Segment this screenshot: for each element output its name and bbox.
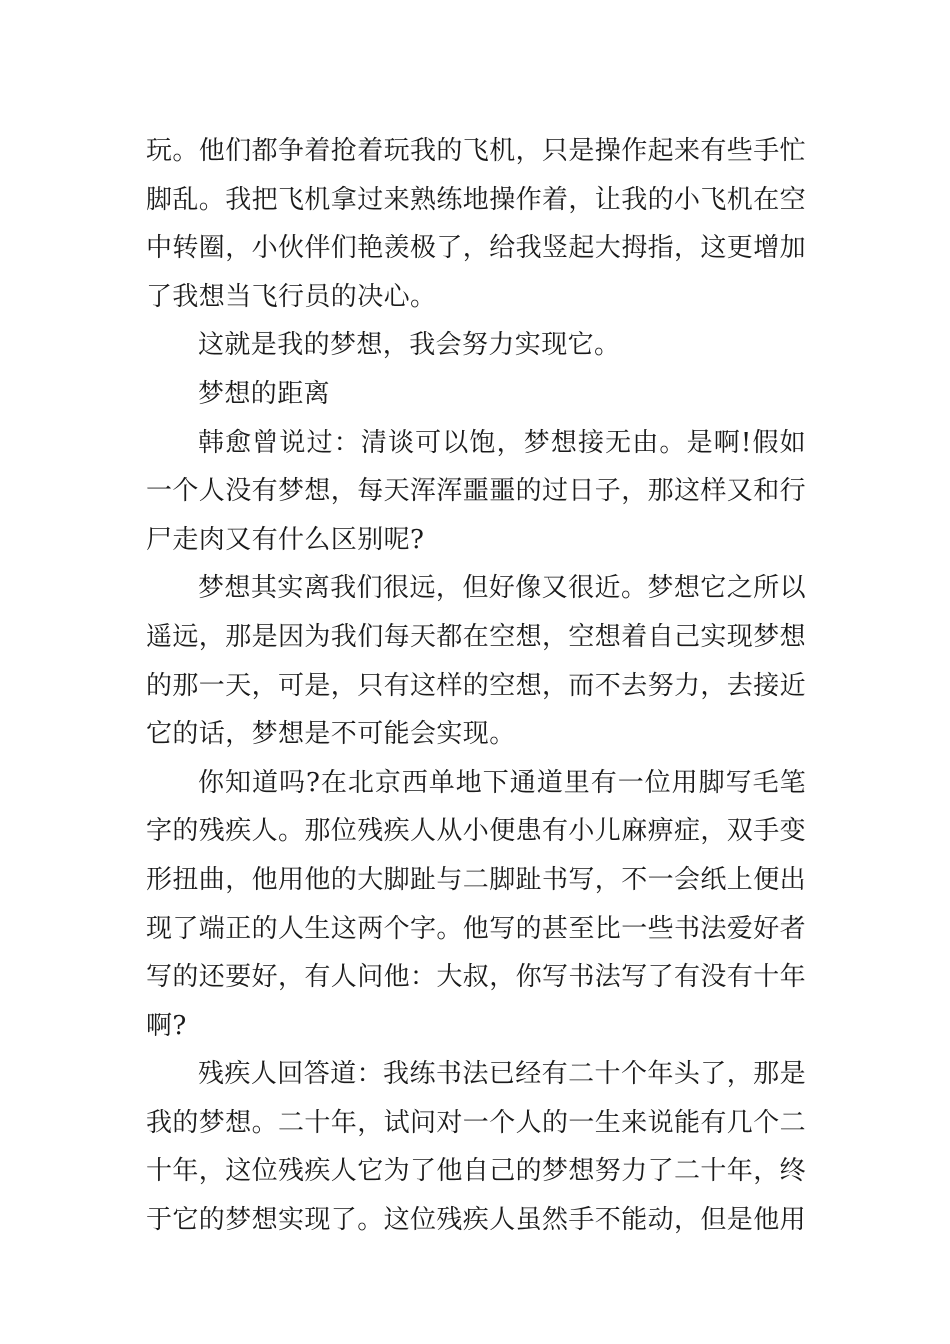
paragraph: 残疾人回答道：我练书法已经有二十个年头了，那是我的梦想。二十年，试问对一个人的一生来说能有几个二十年，这位残疾人它为了他自己的梦想努力了二十年，终于它的梦想实现了。这位残疾人虽然手不能动，但是他用 — [146, 1059, 807, 1236]
paragraph: 韩愈曾说过：清谈可以饱，梦想接无由。是啊!假如一个人没有梦想，每天浑浑噩噩的过日子，那这样又和行尸走肉又有什么区别呢? — [146, 427, 807, 555]
paragraph: 这就是我的梦想，我会努力实现它。 — [198, 330, 621, 361]
paragraph: 你知道吗?在北京西单地下通道里有一位用脚写毛笔字的残疾人。那位残疾人从小便患有小儿麻痹症，双手变形扭曲，他用他的大脚趾与二脚趾书写，不一会纸上便出现了端正的人生这两个字。他写的甚至比一些书法爱好者写的还要好，有人问他：大叔，你写书法写了有没有十年啊? — [146, 767, 807, 1041]
section-heading: 梦想的距离 — [198, 378, 331, 409]
document-body — [146, 127, 806, 1245]
paragraph: 梦想其实离我们很远，但好像又很近。梦想它之所以遥远，那是因为我们每天都在空想，空想着自己实现梦想的那一天，可是，只有这样的空想，而不去努力，去接近它的话，梦想是不可能会实现。 — [146, 573, 807, 750]
paragraph-continued: 玩。他们都争着抢着玩我的飞机，只是操作起来有些手忙脚乱。我把飞机拿过来熟练地操作着，让我的小飞机在空中转圈，小伙伴们艳羡极了，给我竖起大拇指，这更增加了我想当飞行员的决心。 — [146, 136, 807, 312]
